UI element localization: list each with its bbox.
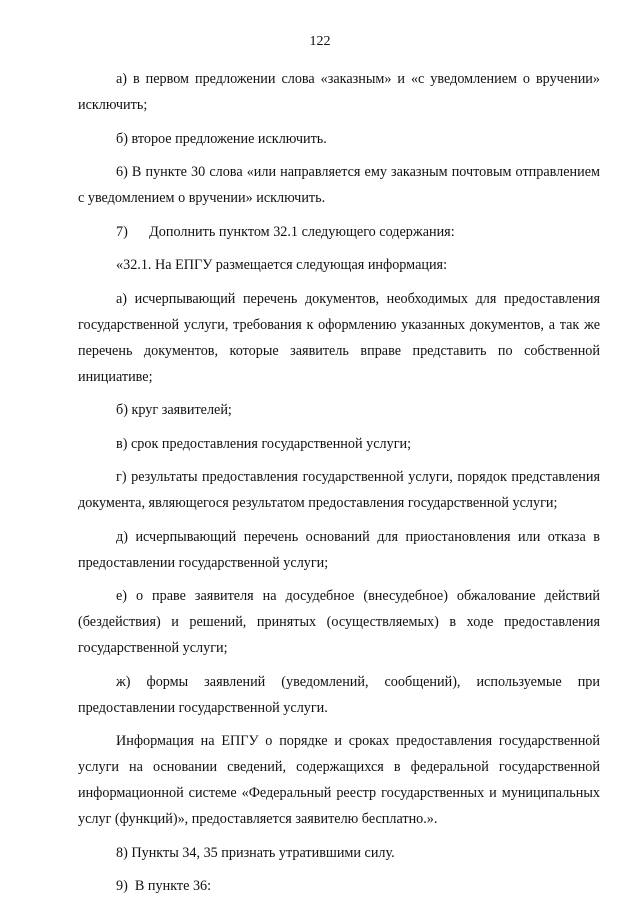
paragraph-point-6: 6) В пункте 30 слова «или направляется ему заказным почтовым отправлением с уведомлением о вручении» исключить. [78, 164, 600, 206]
paragraph-list-e: е) о праве заявителя на досудебное (внесудебное) обжалование действий (бездействия) и решений, принятых (осуществляемых) в ходе предоставления государственной услуги; [78, 588, 600, 656]
paragraph-list-b: б) круг заявителей; [116, 402, 232, 418]
paragraph-item-b: б) второе предложение исключить. [116, 130, 327, 147]
paragraph-point-8: 8) Пункты 34, 35 признать утратившими силу. [116, 844, 395, 861]
paragraph-item-a: а) в первом предложении слова «заказным» и «с уведомлением о вручении» исключить; [78, 71, 600, 113]
paragraph-list-zh: ж) формы заявлений (уведомлений, сообщений), используемые при предоставлении государственной услуги. [78, 673, 600, 716]
paragraph-clause-32-1: «32.1. На ЕПГУ размещается следующая информация: [116, 257, 448, 273]
paragraph-list-d: д) исчерпывающий перечень оснований для приостановления или отказа в предоставлении государственной услуги; [78, 528, 600, 571]
paragraph-list-v: в) срок предоставления государственной услуги; [116, 435, 412, 452]
document-body [78, 66, 600, 907]
paragraph-point-7: 7) Дополнить пунктом 32.1 следующего содержания: [116, 223, 455, 240]
paragraph-list-a: а) исчерпывающий перечень документов, необходимых для предоставления государственной услуги, требования к оформлению указанных документов, а так же перечень документов, которые заявитель вправе представить по собственной инициативе; [78, 290, 600, 385]
paragraph-point-9: 9) В пункте 36: [116, 878, 212, 894]
paragraph-list-g: г) результаты предоставления государственной услуги, порядок представления документа, являющегося результатом предоставления государственной услуги; [78, 469, 600, 511]
paragraph-information: Информация на ЕПГУ о порядке и сроках предоставления государственной услуги на основании сведений, содержащихся в федеральной государственной информационной системе «Федеральный реестр государственных и муниципальных услуг (функций)», предоставляется заявителю бесплатно.». [78, 733, 600, 827]
page-number: 122 [309, 34, 331, 49]
